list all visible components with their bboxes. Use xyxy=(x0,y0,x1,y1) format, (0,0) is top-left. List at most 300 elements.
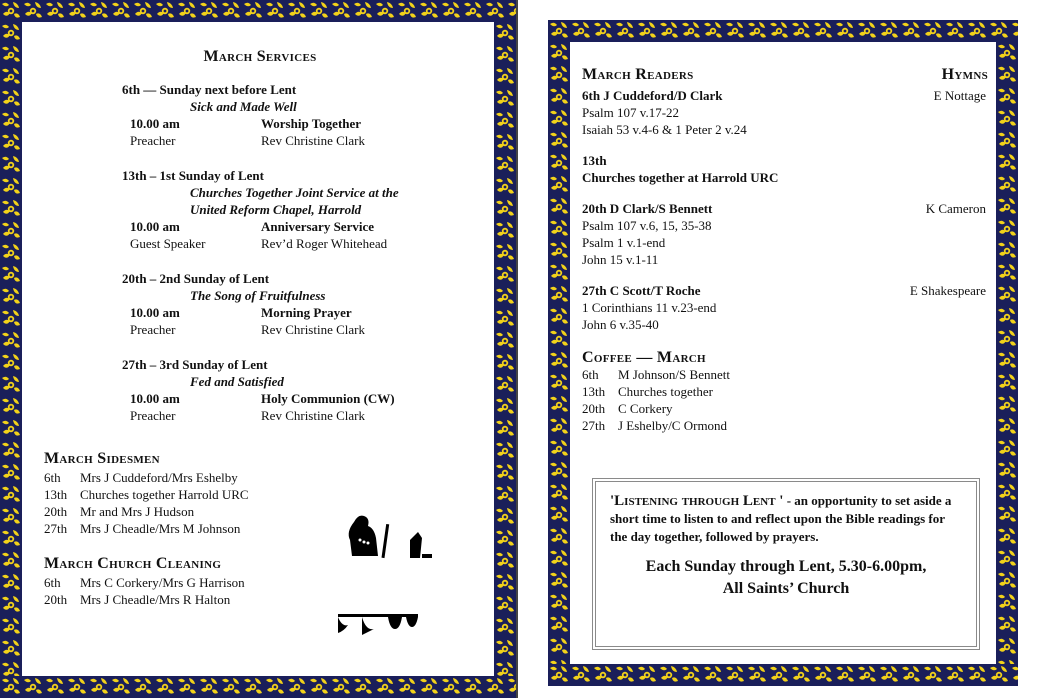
flower-icon xyxy=(0,638,22,660)
reading: 1 Corinthians 11 v.23-end xyxy=(582,300,717,315)
flower-icon xyxy=(494,44,516,66)
flower-border-bottom xyxy=(0,676,516,698)
flower-icon xyxy=(996,526,1018,548)
list-date: 6th xyxy=(582,367,599,382)
service-person-row xyxy=(44,132,476,149)
flower-icon xyxy=(548,658,570,664)
flower-icon xyxy=(996,614,1018,636)
list-names: C Corkery xyxy=(618,401,673,416)
service-time: 10.00 am xyxy=(130,305,180,320)
flower-icon xyxy=(1010,664,1018,686)
readers-header xyxy=(582,66,986,83)
flower-icon xyxy=(396,0,418,22)
flower-icon xyxy=(548,372,570,394)
flower-icon xyxy=(746,664,768,686)
flower-icon xyxy=(0,88,22,110)
flower-icon xyxy=(812,20,834,42)
flower-icon xyxy=(176,0,198,22)
flower-icon xyxy=(494,132,516,154)
flower-icon xyxy=(996,152,1018,174)
flower-icon xyxy=(548,636,570,658)
flower-icon xyxy=(462,676,484,698)
flower-icon xyxy=(0,352,22,374)
reader-heading xyxy=(582,200,986,217)
lent-intro: - an opportunity to set aside a short time to listen to and reflect upon the Bible readings for the day together, followed by prayers. xyxy=(610,493,952,544)
flower-icon xyxy=(494,286,516,308)
listening-through-lent-box xyxy=(592,478,980,650)
flower-icon xyxy=(996,218,1018,240)
flower-icon xyxy=(0,374,22,396)
flower-border-top xyxy=(0,0,516,22)
flower-icon xyxy=(548,20,570,42)
flower-icon xyxy=(900,20,922,42)
lent-intro-paragraph xyxy=(610,492,962,546)
flower-icon xyxy=(996,570,1018,592)
sidesmen-title: March Sidesmen xyxy=(44,450,160,467)
reader-block xyxy=(582,152,986,186)
reader-heading xyxy=(582,87,986,104)
flower-icon xyxy=(264,676,286,698)
flower-icon xyxy=(570,20,592,42)
service-heading: 13th – 1st Sunday of Lent xyxy=(122,168,264,183)
cleaning-title: March Church Cleaning xyxy=(44,555,222,572)
cleaning-list xyxy=(44,574,476,608)
flower-icon xyxy=(548,130,570,152)
list-item xyxy=(582,400,986,417)
flower-icon xyxy=(494,594,516,616)
service-role: Preacher xyxy=(130,322,176,337)
reading: Isaiah 53 v.4-6 & 1 Peter 2 v.24 xyxy=(582,122,747,137)
flower-icon xyxy=(680,664,702,686)
flower-icon xyxy=(768,664,790,686)
flower-icon xyxy=(614,20,636,42)
flower-icon xyxy=(548,174,570,196)
flower-icon xyxy=(66,676,88,698)
service-time: 10.00 am xyxy=(130,391,180,406)
flower-icon xyxy=(0,242,22,264)
flower-icon xyxy=(494,264,516,286)
service-person-row xyxy=(44,235,476,252)
flower-icon xyxy=(996,174,1018,196)
list-date: 6th xyxy=(44,470,61,485)
service-subtitle: United Reform Chapel, Harrold xyxy=(190,202,362,217)
flower-border-right xyxy=(494,22,516,676)
flower-icon xyxy=(494,616,516,638)
flower-icon xyxy=(0,264,22,286)
flower-icon xyxy=(220,0,242,22)
reader-block xyxy=(582,87,986,138)
list-names: Churches together xyxy=(618,384,713,399)
flower-icon xyxy=(0,572,22,594)
flower-icon xyxy=(996,658,1018,664)
flower-icon xyxy=(548,394,570,416)
hymns-title: Hymns xyxy=(941,66,988,83)
flower-icon xyxy=(330,0,352,22)
flower-icon xyxy=(0,44,22,66)
flower-icon xyxy=(996,416,1018,438)
flower-icon xyxy=(996,196,1018,218)
flower-icon xyxy=(548,42,570,64)
right-page-content xyxy=(582,44,986,656)
flower-icon xyxy=(0,594,22,616)
flower-icon xyxy=(790,664,812,686)
service-name: Worship Together xyxy=(261,116,362,131)
flower-icon xyxy=(494,220,516,242)
flower-icon xyxy=(0,506,22,528)
readers-list xyxy=(582,87,986,333)
flower-icon xyxy=(996,636,1018,658)
flower-icon xyxy=(548,64,570,86)
flower-icon xyxy=(0,176,22,198)
list-names: Churches together Harrold URC xyxy=(80,487,249,502)
list-date: 27th xyxy=(582,418,606,433)
flower-icon xyxy=(0,418,22,440)
flower-icon xyxy=(996,394,1018,416)
flower-icon xyxy=(132,676,154,698)
flower-icon xyxy=(996,42,1018,64)
list-names: Mrs J Cheadle/Mrs R Halton xyxy=(80,592,231,607)
coffee-title: Coffee — March xyxy=(582,349,706,366)
list-date: 6th xyxy=(44,575,61,590)
service-subtitle: Fed and Satisfied xyxy=(190,374,284,389)
list-date: 13th xyxy=(44,487,68,502)
flower-icon xyxy=(996,240,1018,262)
list-names: Mr and Mrs J Hudson xyxy=(80,504,195,519)
flower-icon xyxy=(996,108,1018,130)
flower-icon xyxy=(996,372,1018,394)
flower-icon xyxy=(0,220,22,242)
flower-icon xyxy=(0,616,22,638)
flower-icon xyxy=(66,0,88,22)
flower-icon xyxy=(0,330,22,352)
flower-icon xyxy=(996,328,1018,350)
service-person: Rev Christine Clark xyxy=(261,133,365,148)
reader-date-names: 13th xyxy=(582,153,607,168)
flower-icon xyxy=(494,110,516,132)
flower-icon xyxy=(548,306,570,328)
flower-icon xyxy=(636,20,658,42)
services-title: March Services xyxy=(203,48,317,65)
flower-icon xyxy=(352,0,374,22)
flower-icon xyxy=(494,462,516,484)
flower-icon xyxy=(548,240,570,262)
flower-border-bottom-right xyxy=(548,664,1018,686)
flower-icon xyxy=(724,664,746,686)
flower-icon xyxy=(418,676,440,698)
flower-icon xyxy=(286,0,308,22)
coffee-list xyxy=(582,366,986,434)
flower-icon xyxy=(592,664,614,686)
service-heading: 20th – 2nd Sunday of Lent xyxy=(122,271,270,286)
flower-icon xyxy=(0,308,22,330)
flower-icon xyxy=(944,20,966,42)
flower-icon xyxy=(0,132,22,154)
service-person-row xyxy=(44,407,476,424)
left-page-content xyxy=(44,44,476,656)
flower-icon xyxy=(308,0,330,22)
flower-icon xyxy=(996,460,1018,482)
reading: John 15 v.1-11 xyxy=(582,252,659,267)
flower-icon xyxy=(0,528,22,550)
flower-icon xyxy=(548,664,570,686)
service-block xyxy=(44,356,476,424)
flower-icon xyxy=(132,0,154,22)
flower-icon xyxy=(548,592,570,614)
hymn-reader: K Cameron xyxy=(925,201,986,216)
lent-title: 'Listening through Lent ' xyxy=(610,493,784,509)
flower-icon xyxy=(308,676,330,698)
flower-icon xyxy=(494,396,516,418)
flower-border-right-right xyxy=(996,42,1018,664)
list-date: 20th xyxy=(44,592,68,607)
flower-icon xyxy=(548,482,570,504)
service-time-row xyxy=(44,304,476,321)
flower-icon xyxy=(330,676,352,698)
reading: Psalm 1 v.1-end xyxy=(582,235,666,250)
flower-icon xyxy=(506,0,516,22)
reader-heading xyxy=(582,282,986,299)
hymn-reader: E Nottage xyxy=(933,88,986,103)
flower-icon xyxy=(996,262,1018,284)
list-item xyxy=(582,366,986,383)
flower-icon xyxy=(548,262,570,284)
flower-icon xyxy=(548,460,570,482)
flower-icon xyxy=(494,374,516,396)
lent-when-line1: Each Sunday through Lent, 5.30-6.00pm, xyxy=(645,558,927,575)
flower-icon xyxy=(0,676,22,698)
flower-icon xyxy=(494,176,516,198)
flower-icon xyxy=(996,592,1018,614)
flower-icon xyxy=(988,664,1010,686)
flower-icon xyxy=(88,0,110,22)
flower-border-left-right xyxy=(548,42,570,664)
flower-icon xyxy=(198,0,220,22)
flower-icon xyxy=(768,20,790,42)
flower-icon xyxy=(176,676,198,698)
list-date: 20th xyxy=(44,504,68,519)
flower-icon xyxy=(494,550,516,572)
left-page xyxy=(0,0,516,698)
flower-icon xyxy=(110,0,132,22)
flower-icon xyxy=(548,570,570,592)
flower-icon xyxy=(548,438,570,460)
list-item xyxy=(582,417,986,434)
flower-icon xyxy=(548,328,570,350)
readers-title: March Readers xyxy=(582,66,694,83)
flower-icon xyxy=(878,20,900,42)
flower-icon xyxy=(988,20,1010,42)
flower-icon xyxy=(494,572,516,594)
flower-icon xyxy=(680,20,702,42)
service-subtitle: Churches Together Joint Service at the xyxy=(190,185,399,200)
right-page xyxy=(518,0,1038,698)
flower-icon xyxy=(494,242,516,264)
flower-icon xyxy=(198,676,220,698)
service-role: Preacher xyxy=(130,408,176,423)
flower-icon xyxy=(352,676,374,698)
flower-icon xyxy=(0,22,22,44)
flower-icon xyxy=(494,88,516,110)
flower-icon xyxy=(494,330,516,352)
flower-icon xyxy=(548,416,570,438)
flower-icon xyxy=(440,0,462,22)
flower-icon xyxy=(494,484,516,506)
flower-icon xyxy=(44,676,66,698)
flower-icon xyxy=(44,0,66,22)
flower-icon xyxy=(996,86,1018,108)
flower-icon xyxy=(484,676,506,698)
flower-icon xyxy=(636,664,658,686)
flower-icon xyxy=(702,20,724,42)
flower-icon xyxy=(834,664,856,686)
reader-date-names: 6th J Cuddeford/D Clark xyxy=(582,88,723,103)
silhouette-table-icon xyxy=(332,612,424,636)
flower-icon xyxy=(462,0,484,22)
list-date: 27th xyxy=(44,521,68,536)
flower-icon xyxy=(494,22,516,44)
flower-icon xyxy=(922,20,944,42)
list-names: M Johnson/S Bennett xyxy=(618,367,730,382)
flower-icon xyxy=(494,66,516,88)
flower-icon xyxy=(242,0,264,22)
service-subtitle: Sick and Made Well xyxy=(190,99,297,114)
list-names: J Eshelby/C Ormond xyxy=(618,418,728,433)
flower-icon xyxy=(996,482,1018,504)
flower-icon xyxy=(418,0,440,22)
flower-icon xyxy=(548,152,570,174)
flower-icon xyxy=(614,664,636,686)
lent-when-line2: All Saints’ Church xyxy=(722,580,850,597)
reader-block xyxy=(582,200,986,268)
flower-icon xyxy=(22,0,44,22)
service-time: 10.00 am xyxy=(130,219,180,234)
flower-icon xyxy=(548,526,570,548)
flower-icon xyxy=(242,676,264,698)
list-item xyxy=(44,486,476,503)
service-person: Rev Christine Clark xyxy=(261,322,365,337)
flower-icon xyxy=(0,198,22,220)
flower-icon xyxy=(966,20,988,42)
flower-icon xyxy=(548,350,570,372)
flower-border-top-right xyxy=(548,20,1018,42)
flower-icon xyxy=(944,664,966,686)
service-name: Morning Prayer xyxy=(261,305,352,320)
flower-icon xyxy=(548,196,570,218)
lent-when xyxy=(610,556,962,600)
flower-icon xyxy=(996,130,1018,152)
service-time: 10.00 am xyxy=(130,116,180,131)
flower-icon xyxy=(996,350,1018,372)
service-person-row xyxy=(44,321,476,338)
flower-icon xyxy=(22,676,44,698)
flower-icon xyxy=(0,110,22,132)
hymn-reader: E Shakespeare xyxy=(909,283,986,298)
reader-date-names: 20th D Clark/S Bennett xyxy=(582,201,713,216)
list-names: Mrs C Corkery/Mrs G Harrison xyxy=(80,575,245,590)
flower-icon xyxy=(548,548,570,570)
flower-icon xyxy=(996,548,1018,570)
flower-icon xyxy=(494,198,516,220)
flower-icon xyxy=(724,20,746,42)
flower-icon xyxy=(996,284,1018,306)
flower-icon xyxy=(440,676,462,698)
flower-icon xyxy=(856,20,878,42)
flower-icon xyxy=(966,664,988,686)
flower-icon xyxy=(0,154,22,176)
flower-icon xyxy=(396,676,418,698)
reading: Psalm 107 v.6, 15, 35-38 xyxy=(582,218,712,233)
service-block xyxy=(44,81,476,149)
reader-date-names: 27th C Scott/T Roche xyxy=(582,283,701,298)
flower-icon xyxy=(220,676,242,698)
flower-icon xyxy=(548,284,570,306)
flower-icon xyxy=(494,418,516,440)
flower-icon xyxy=(110,676,132,698)
services-list xyxy=(44,81,476,424)
list-date: 13th xyxy=(582,384,606,399)
flower-icon xyxy=(484,0,506,22)
flower-icon xyxy=(0,66,22,88)
service-person: Rev’d Roger Whitehead xyxy=(261,236,388,251)
flower-icon xyxy=(856,664,878,686)
flower-icon xyxy=(548,86,570,108)
reading: John 6 v.35-40 xyxy=(582,317,659,332)
flower-icon xyxy=(286,676,308,698)
flower-icon xyxy=(494,440,516,462)
service-time-row xyxy=(44,218,476,235)
service-name: Holy Communion (CW) xyxy=(261,391,395,406)
flower-icon xyxy=(0,286,22,308)
flower-icon xyxy=(834,20,856,42)
list-item xyxy=(44,574,476,591)
reader-block xyxy=(582,282,986,333)
flower-icon xyxy=(88,676,110,698)
service-subtitle: The Song of Fruitfulness xyxy=(190,288,326,303)
flower-icon xyxy=(0,440,22,462)
flower-icon xyxy=(264,0,286,22)
list-date: 20th xyxy=(582,401,606,416)
reader-heading xyxy=(582,152,986,169)
flower-icon xyxy=(548,614,570,636)
flower-icon xyxy=(494,506,516,528)
flower-icon xyxy=(494,660,516,676)
flower-icon xyxy=(506,676,516,698)
flower-icon xyxy=(996,64,1018,86)
flower-icon xyxy=(154,676,176,698)
silhouette-figure-icon xyxy=(340,510,436,560)
flower-icon xyxy=(570,664,592,686)
service-time-row xyxy=(44,390,476,407)
flower-icon xyxy=(702,664,724,686)
flower-icon xyxy=(374,676,396,698)
service-role: Preacher xyxy=(130,133,176,148)
flower-icon xyxy=(996,504,1018,526)
flower-icon xyxy=(746,20,768,42)
flower-icon xyxy=(0,484,22,506)
flower-icon xyxy=(494,154,516,176)
flower-icon xyxy=(548,218,570,240)
service-heading: 27th – 3rd Sunday of Lent xyxy=(122,357,268,372)
flower-icon xyxy=(494,638,516,660)
flower-icon xyxy=(494,308,516,330)
service-name: Anniversary Service xyxy=(261,219,375,234)
flower-icon xyxy=(658,20,680,42)
service-heading: 6th — Sunday next before Lent xyxy=(122,82,297,97)
list-item xyxy=(582,383,986,400)
service-role: Guest Speaker xyxy=(130,236,206,251)
reading: Psalm 107 v.17-22 xyxy=(582,105,680,120)
flower-icon xyxy=(878,664,900,686)
